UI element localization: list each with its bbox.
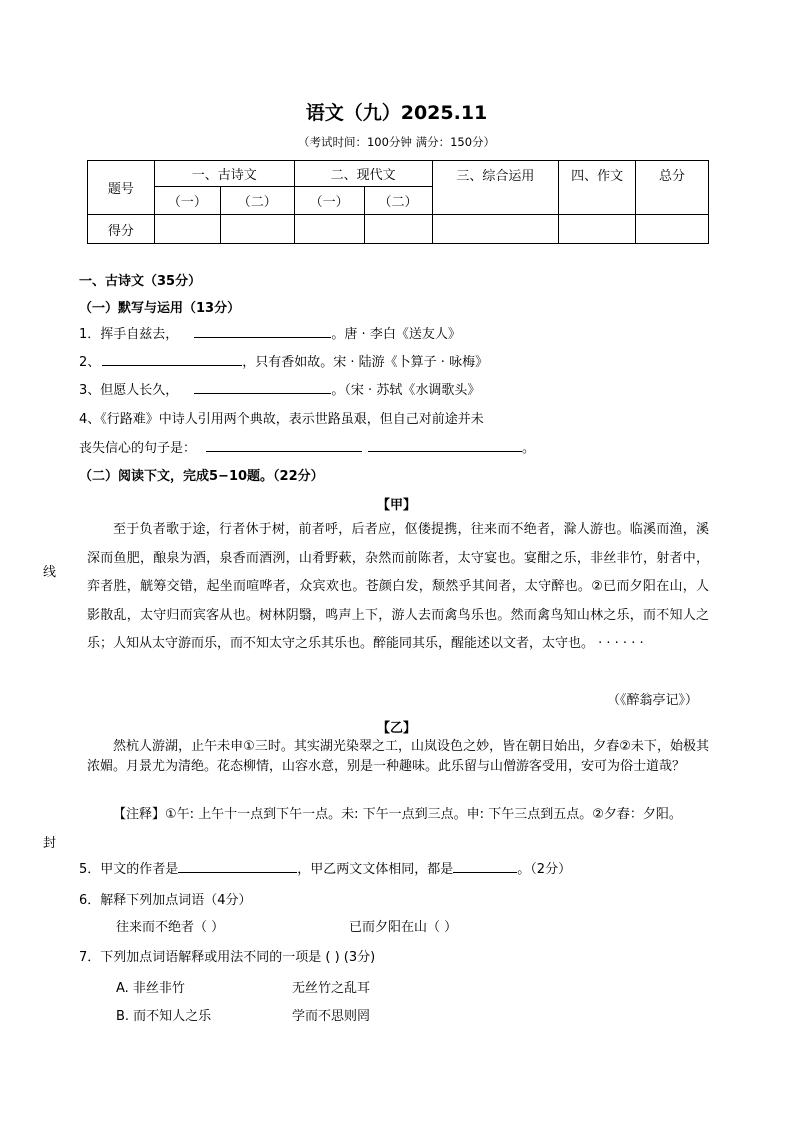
passage-yi: 然杭人游湖，止午未申①三时。其实湖光染翠之工，山岚设色之妙，皆在朝日始出，夕舂②未下，始极其浓媚。月景尤为清绝。花态柳情，山容水意，别是一种趣味。此乐留与山僧游客受用，安可为俗士道哉？ — [87, 739, 709, 774]
exam-info: （考试时间：100分钟 满分：150分） — [297, 135, 496, 149]
score-cell[interactable] — [636, 215, 709, 244]
q1-text: 1．挥手自兹去， — [79, 327, 179, 342]
answer-blank[interactable] — [102, 351, 242, 366]
sub-header: （二） — [364, 187, 432, 215]
score-cell[interactable] — [220, 215, 294, 244]
q5-points: 。（2分） — [517, 862, 572, 877]
passage-jia: 至于负者歌于途，行者休于树，前者呼，后者应，伛偻提携，往来而不绝者，滁人游也。临溪而渔，溪深而鱼肥，酿泉为酒，泉香而酒洌，山肴野蔌，杂然而前陈者，太守宴也。宴酣之乐，非丝非竹，射者中，弈者胜，觥筹交错，起坐而喧哗者，众宾欢也。苍颜白发，颓然乎其间者，太守醉也。②已而夕阳在山，人影散乱，太守归而宾客从也。树林阴翳，鸣声上下，游人去而禽鸟乐也。然而禽鸟知山林之乐，而不知人之乐；人知从太守游而乐，而不知太守之乐其乐也。醉能同其乐，醒能述以文者，太守也。 · · · · · · — [87, 522, 709, 651]
q1-source: 。唐 · 李白《送友人》 — [331, 327, 461, 342]
header-zongfen: 总分 — [636, 161, 709, 215]
question-6b[interactable]: 已而夕阳在山（ ） — [349, 920, 458, 935]
sub-header: （一） — [154, 187, 220, 215]
passage-jia-label: 【甲】 — [376, 498, 416, 513]
q4-end: 。 — [522, 441, 536, 456]
option-b-right: 学而不思则罔 — [292, 1009, 371, 1024]
question-4-line1: 4、《行路难》中诗人引用两个典故，表示世路虽艰，但自己对前途并未 — [79, 412, 484, 427]
part2-heading: （二）阅读下文，完成5−10题。（22分） — [79, 469, 324, 484]
option-b-left[interactable]: B. 而不知人之乐 — [116, 1009, 212, 1024]
option-a-left[interactable]: A. 非丝非竹 — [116, 981, 185, 996]
question-5 — [79, 858, 571, 877]
defen-label: 得分 — [88, 215, 155, 244]
question-6: 6．解释下列加点词语（4分） — [79, 893, 252, 908]
score-cell[interactable] — [294, 215, 364, 244]
q5-mid: ，甲乙两文文体相同，都是 — [297, 862, 454, 877]
page-title: 语文（九）2025.11 — [305, 102, 488, 124]
q3-text: 3、但愿人长久， — [79, 383, 179, 398]
answer-blank[interactable] — [194, 379, 331, 394]
header-gushiwen: 一、古诗文 — [154, 161, 294, 187]
question-4-line2 — [79, 437, 535, 456]
header-zuowen: 四、作文 — [559, 161, 636, 215]
header-xiandaiwen: 二、现代文 — [294, 161, 432, 187]
answer-blank[interactable] — [453, 858, 517, 873]
question-3 — [79, 379, 480, 398]
question-2 — [79, 351, 488, 370]
part1-heading: （一）默写与运用（13分） — [79, 301, 241, 316]
q2-source: ，只有香如故。宋 · 陆游《卜算子 · 咏梅》 — [242, 355, 489, 370]
score-cell[interactable] — [364, 215, 432, 244]
sub-header: （一） — [294, 187, 364, 215]
passage-yi-note: 【注释】①午: 上午十一点到下午一点。未: 下午一点到三点。申: 下午三点到五点。②夕舂：夕阳。 — [113, 807, 682, 822]
q2-text: 2、 — [79, 355, 101, 370]
binding-mark-xian: 线 — [43, 565, 57, 580]
answer-blank[interactable] — [178, 858, 297, 873]
score-table — [87, 160, 709, 244]
header-tihao: 题号 — [88, 161, 155, 215]
q3-source: 。（宋 · 苏轼《水调歌头》 — [331, 383, 481, 398]
section1-heading: 一、古诗文（35分） — [79, 274, 202, 289]
option-a-right: 无丝竹之乱耳 — [292, 981, 371, 996]
answer-blank[interactable] — [368, 437, 522, 452]
question-7: 7．下列加点词语解释或用法不同的一项是 ( ) (3分) — [79, 950, 376, 965]
answer-blank[interactable] — [206, 437, 362, 452]
score-cell[interactable] — [432, 215, 559, 244]
question-1 — [79, 323, 461, 342]
score-cell[interactable] — [154, 215, 220, 244]
question-6a[interactable]: 往来而不绝者（ ） — [116, 920, 225, 935]
q4-text: 丧失信心的句子是： — [79, 441, 197, 456]
sub-header: （二） — [220, 187, 294, 215]
q5-text: 5．甲文的作者是 — [79, 862, 179, 877]
binding-mark-feng: 封 — [43, 836, 57, 851]
score-cell[interactable] — [559, 215, 636, 244]
header-zonghe: 三、综合运用 — [432, 161, 559, 215]
passage-jia-source: （《醉翁亭记》） — [607, 693, 699, 708]
passage-yi-label: 【乙】 — [376, 721, 416, 736]
answer-blank[interactable] — [194, 323, 331, 338]
